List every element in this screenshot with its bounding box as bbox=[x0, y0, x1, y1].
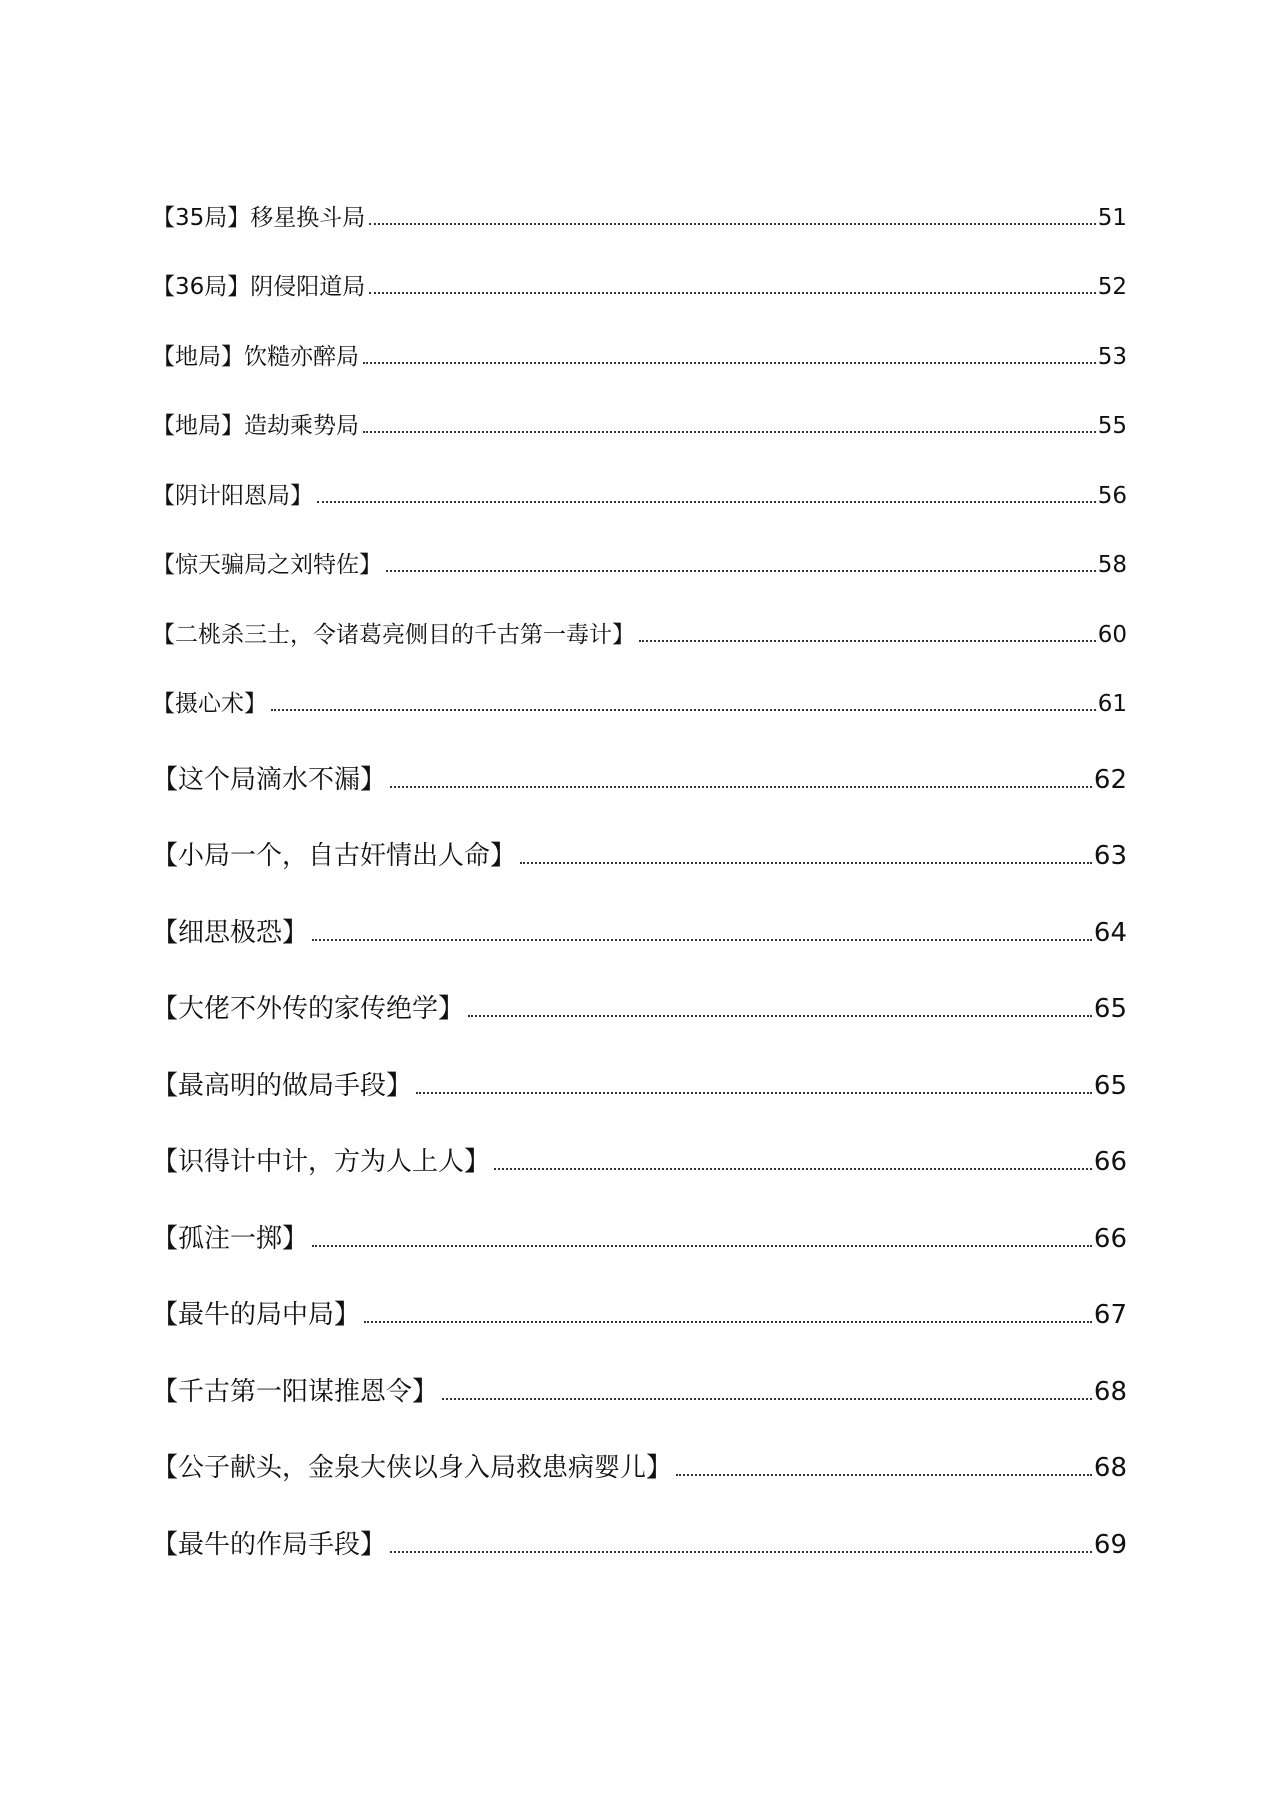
toc-entry-title: 【36局】阴侵阳道局 bbox=[152, 274, 366, 300]
toc-dot-leader bbox=[271, 709, 1096, 711]
toc-entry-page: 52 bbox=[1097, 274, 1127, 300]
toc-entry-page: 62 bbox=[1093, 764, 1127, 795]
toc-entry-page: 68 bbox=[1093, 1376, 1127, 1407]
toc-entry-page: 64 bbox=[1093, 917, 1127, 948]
toc-entry-title: 【千古第一阳谋推恩令】 bbox=[152, 1376, 439, 1407]
toc-dot-leader bbox=[363, 362, 1096, 364]
toc-entry-title: 【35局】移星换斗局 bbox=[152, 204, 366, 231]
toc-entry[interactable] bbox=[152, 369, 1127, 439]
toc-dot-leader bbox=[390, 786, 1092, 788]
toc-entry[interactable] bbox=[152, 438, 1127, 508]
toc-dot-leader bbox=[317, 501, 1096, 503]
toc-entry-page: 68 bbox=[1093, 1453, 1127, 1483]
toc-entry[interactable] bbox=[152, 160, 1127, 230]
toc-entry-page: 61 bbox=[1097, 691, 1127, 717]
toc-entry[interactable] bbox=[152, 1328, 1127, 1405]
toc-entry-title: 【公子献头，金泉大侠以身入局救患病婴儿】 bbox=[152, 1453, 673, 1483]
toc-entry-page: 66 bbox=[1093, 1147, 1127, 1177]
toc-entry[interactable] bbox=[152, 1175, 1127, 1252]
toc-entry-page: 65 bbox=[1093, 1070, 1127, 1101]
toc-dot-leader bbox=[312, 1245, 1092, 1247]
toc-entry[interactable] bbox=[152, 716, 1127, 793]
toc-entry-title: 【最牛的局中局】 bbox=[152, 1300, 361, 1330]
toc-entry-title: 【惊天骗局之刘特佐】 bbox=[152, 552, 382, 578]
toc-entry[interactable] bbox=[152, 1252, 1127, 1329]
toc-dot-leader bbox=[520, 862, 1092, 864]
toc-entry[interactable] bbox=[152, 793, 1127, 870]
toc-dot-leader bbox=[639, 640, 1096, 642]
toc-entry-page: 66 bbox=[1093, 1223, 1127, 1254]
toc-entry-title: 【阴计阳恩局】 bbox=[152, 482, 313, 509]
toc-dot-leader bbox=[312, 939, 1092, 941]
toc-entry-title: 【孤注一掷】 bbox=[152, 1223, 309, 1254]
toc-dot-leader bbox=[386, 570, 1096, 572]
toc-entry-title: 【这个局滴水不漏】 bbox=[152, 764, 387, 795]
toc-entry-page: 56 bbox=[1097, 482, 1127, 509]
toc-entry-title: 【细思极恐】 bbox=[152, 917, 309, 948]
toc-entry[interactable] bbox=[152, 1022, 1127, 1099]
toc-entry-title: 【识得计中计，方为人上人】 bbox=[152, 1147, 491, 1177]
toc-entry-page: 53 bbox=[1097, 343, 1127, 370]
toc-dot-leader bbox=[416, 1092, 1092, 1094]
toc-entry-title: 【地局】造劫乘势局 bbox=[152, 413, 359, 439]
toc-entry[interactable] bbox=[152, 1405, 1127, 1482]
toc-entry-page: 69 bbox=[1093, 1529, 1127, 1560]
toc-dot-leader bbox=[442, 1398, 1092, 1400]
table-of-contents bbox=[152, 160, 1127, 1558]
toc-entry-page: 58 bbox=[1097, 552, 1127, 578]
toc-entry-page: 51 bbox=[1097, 204, 1127, 231]
toc-entry-title: 【地局】饮糙亦醉局 bbox=[152, 343, 359, 370]
toc-dot-leader bbox=[468, 1015, 1092, 1017]
toc-entry[interactable] bbox=[152, 1481, 1127, 1558]
toc-entry-title: 【大佬不外传的家传绝学】 bbox=[152, 994, 465, 1024]
toc-entry-page: 63 bbox=[1093, 841, 1127, 871]
toc-entry[interactable] bbox=[152, 869, 1127, 946]
toc-entry-page: 67 bbox=[1093, 1300, 1127, 1330]
toc-dot-leader bbox=[369, 292, 1095, 294]
toc-dot-leader bbox=[494, 1168, 1092, 1170]
toc-entry-title: 【小局一个，自古奸情出人命】 bbox=[152, 841, 517, 871]
toc-dot-leader bbox=[676, 1474, 1092, 1476]
toc-dot-leader bbox=[369, 223, 1095, 225]
toc-dot-leader bbox=[364, 1321, 1092, 1323]
toc-entry[interactable] bbox=[152, 508, 1127, 578]
toc-dot-leader bbox=[363, 431, 1096, 433]
toc-entry[interactable] bbox=[152, 577, 1127, 647]
toc-dot-leader bbox=[390, 1551, 1092, 1553]
toc-entry-page: 60 bbox=[1097, 621, 1127, 648]
toc-entry-title: 【最牛的作局手段】 bbox=[152, 1529, 387, 1560]
toc-entry[interactable] bbox=[152, 1099, 1127, 1176]
toc-entry[interactable] bbox=[152, 299, 1127, 369]
toc-entry[interactable] bbox=[152, 946, 1127, 1023]
toc-entry-page: 55 bbox=[1097, 413, 1127, 439]
toc-entry[interactable] bbox=[152, 647, 1127, 717]
toc-entry-title: 【摄心术】 bbox=[152, 691, 267, 717]
toc-entry-page: 65 bbox=[1093, 994, 1127, 1024]
toc-entry[interactable] bbox=[152, 230, 1127, 300]
toc-entry-title: 【二桃杀三士，令诸葛亮侧目的千古第一毒计】 bbox=[152, 621, 635, 648]
toc-entry-title: 【最高明的做局手段】 bbox=[152, 1070, 413, 1101]
